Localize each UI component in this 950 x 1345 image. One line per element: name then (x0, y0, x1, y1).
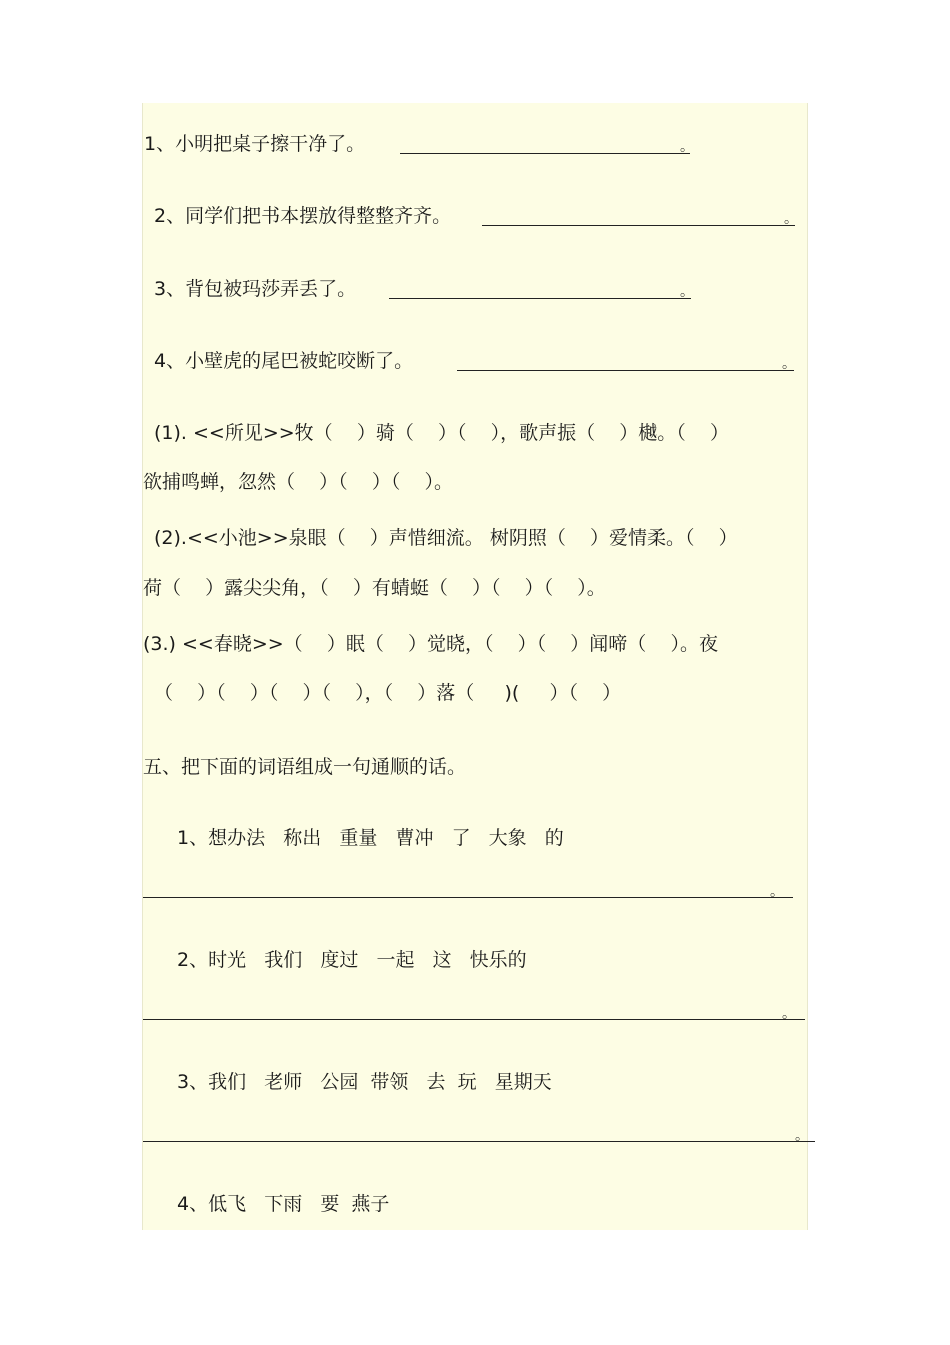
poem-3-line-1: (3.) <<春晓>>（ ）眠（ ）觉晓，（ ）（ ）闻啼（ ）。夜 (143, 633, 718, 655)
answer-line-2[interactable] (482, 225, 795, 226)
word-item-4: 4、低飞 下雨 要 燕子 (177, 1193, 390, 1215)
answer-end-mark-3: 。 (680, 284, 694, 300)
poem-3-line-2: （ ）（ ）（ ）（ ），（ ）落（ )( ）（ ） (154, 682, 622, 704)
section-5-heading: 五、把下面的词语组成一句通顺的话。 (143, 756, 467, 778)
answer-line-1[interactable] (400, 153, 690, 154)
word-item-3: 3、我们 老师 公园 带领 去 玩 星期天 (177, 1071, 552, 1093)
answer-end-mark-2: 。 (784, 211, 798, 227)
rewrite-item-1: 1、小明把桌子擦干净了。 (144, 133, 366, 155)
worksheet-panel (142, 103, 808, 1230)
answer-end-mark-1: 。 (680, 139, 694, 155)
word-item-1: 1、想办法 称出 重量 曹冲 了 大象 的 (177, 827, 564, 849)
poem-1-line-2: 欲捕鸣蝉，忽然（ ）（ ）（ ）。 (143, 471, 453, 493)
answer-line-4[interactable] (457, 370, 794, 371)
word-item-2: 2、时光 我们 度过 一起 这 快乐的 (177, 949, 527, 971)
rewrite-item-4: 4、小壁虎的尾巴被蛇咬断了。 (154, 350, 414, 372)
sentence-end-mark-3: 。 (795, 1128, 809, 1144)
poem-2-line-2: 荷（ ）露尖尖角，（ ）有蜻蜓（ ）（ ）（ ）。 (143, 577, 606, 599)
sentence-end-mark-2: 。 (782, 1006, 796, 1022)
rewrite-item-3: 3、背包被玛莎弄丢了。 (154, 278, 357, 300)
answer-end-mark-4: 。 (782, 356, 796, 372)
rewrite-item-2: 2、同学们把书本摆放得整整齐齐。 (154, 205, 452, 227)
sentence-end-mark-1: 。 (770, 884, 784, 900)
sentence-line-3[interactable] (143, 1141, 815, 1142)
sentence-line-1[interactable] (143, 897, 793, 898)
poem-1-line-1: (1). <<所见>>牧（ ）骑（ ）（ ），歌声振（ ）樾。（ ） (154, 422, 729, 444)
poem-2-line-1: (2).<<小池>>泉眼（ ）声惜细流。 树阴照（ ）爱情柔。（ ） (154, 527, 738, 549)
sentence-line-2[interactable] (143, 1019, 805, 1020)
answer-line-3[interactable] (389, 298, 691, 299)
